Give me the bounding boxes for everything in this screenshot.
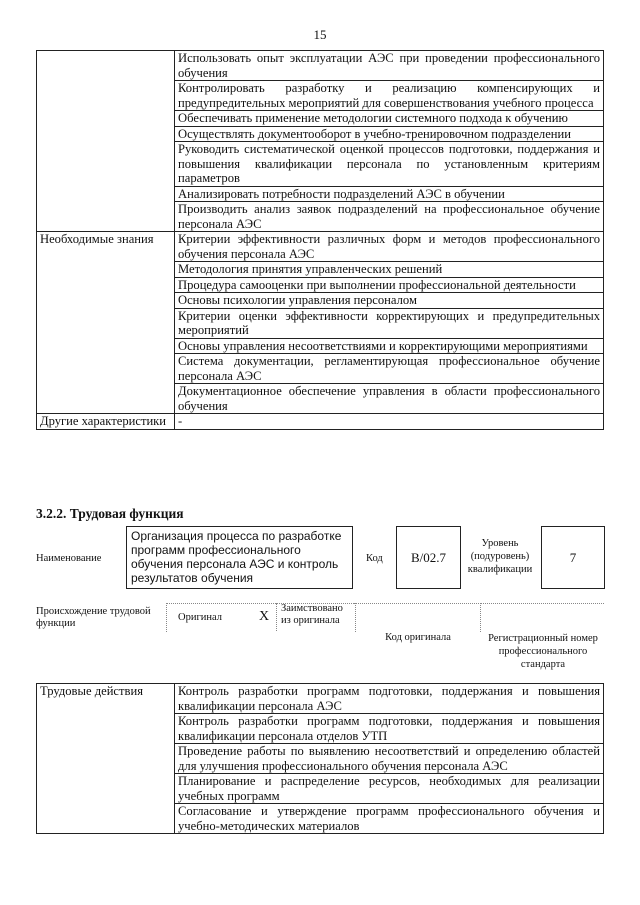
level-value-box bbox=[541, 526, 605, 589]
knowledge-item: Критерии эффективности различных форм и методов профессионального обучения персонала АЭС bbox=[175, 232, 604, 262]
skill-item: Руководить систематической оценкой процессов подготовки, поддержания и повышения квалификации персонала по установленным критериям параметров bbox=[175, 142, 604, 187]
knowledge-item: Методология принятия управленческих решений bbox=[175, 262, 604, 278]
other-characteristics-value: - bbox=[175, 414, 604, 430]
skill-item: Использовать опыт эксплуатации АЭС при проведении профессионального обучения bbox=[175, 51, 604, 81]
level-label: Уровень (подуровень) квалификации bbox=[467, 538, 533, 575]
level-value: 7 bbox=[569, 550, 577, 565]
code-value: B/02.7 bbox=[410, 550, 447, 565]
knowledge-item: Система документации, регламентирующая профессиональное обучение персонала АЭС bbox=[175, 354, 604, 384]
labor-action-item: Контроль разработки программ подготовки, поддержания и повышения квалификации персонала АЭС bbox=[175, 684, 604, 714]
skill-item: Обеспечивать применение методологии системного подхода к обучению bbox=[175, 111, 604, 127]
row-label-skills-continued bbox=[37, 51, 175, 232]
name-label: Наименование bbox=[36, 553, 102, 564]
labor-action-item: Контроль разработки программ подготовки, поддержания и повышения квалификации персонала отделов УТП bbox=[175, 714, 604, 744]
original-mark: X bbox=[259, 609, 270, 624]
original-label: Оригинал bbox=[178, 612, 222, 623]
skill-item: Осуществлять документооборот в учебно-тренировочном подразделении bbox=[175, 126, 604, 142]
row-label-labor-actions: Трудовые действия bbox=[37, 684, 175, 834]
code-label: Код bbox=[366, 553, 383, 564]
knowledge-item: Документационное обеспечение управления в области профессионального обучения bbox=[175, 384, 604, 414]
labor-action-item: Планирование и распределение ресурсов, необходимых для реализации учебных программ bbox=[175, 774, 604, 804]
labor-action-item: Проведение работы по выявлению несоответствий и определению областей для улучшения профессионального обучения персонала АЭС bbox=[175, 744, 604, 774]
page-number: 15 bbox=[313, 27, 327, 42]
knowledge-item: Основы психологии управления персоналом bbox=[175, 293, 604, 309]
labor-actions-table bbox=[36, 683, 604, 834]
section-heading: 3.2.2. Трудовая функция bbox=[36, 506, 184, 521]
reg-number-caption: Регистрационный номер профессионального стандарта bbox=[488, 633, 598, 670]
knowledge-item: Критерии оценки эффективности корректирующих и предупредительных мероприятий bbox=[175, 308, 604, 338]
code-value-box bbox=[396, 526, 461, 589]
knowledge-item: Основы управления несоответствиями и корректирующими мероприятиями bbox=[175, 338, 604, 354]
row-label-other-characteristics: Другие характеристики bbox=[37, 414, 175, 430]
borrowed-label: Заимствовано из оригинала bbox=[276, 603, 353, 631]
name-value-box bbox=[126, 526, 353, 589]
skill-item: Анализировать потребности подразделений АЭС в обучении bbox=[175, 186, 604, 202]
reg-number-cell bbox=[480, 603, 604, 632]
skills-knowledge-table bbox=[36, 50, 604, 430]
row-label-required-knowledge: Необходимые знания bbox=[37, 232, 175, 414]
original-code-caption: Код оригинала bbox=[385, 632, 451, 643]
skill-item: Контролировать разработку и реализацию компенсирующих и предупредительных мероприятий для совершенствования учебного процесса bbox=[175, 81, 604, 111]
skill-item: Производить анализ заявок подразделений на профессиональное обучение персонала АЭС bbox=[175, 202, 604, 232]
name-value: Организация процесса по разработке программ профессионального обучения персонала АЭС и контроль результатов обучения bbox=[131, 529, 342, 585]
labor-action-item: Согласование и утверждение программ профессионального обучения и учебно-методических материалов bbox=[175, 804, 604, 834]
knowledge-item: Процедура самооценки при выполнении профессиональной деятельности bbox=[175, 277, 604, 293]
origin-label: Происхождение трудовой функции bbox=[36, 606, 151, 629]
original-code-cell bbox=[354, 603, 481, 632]
